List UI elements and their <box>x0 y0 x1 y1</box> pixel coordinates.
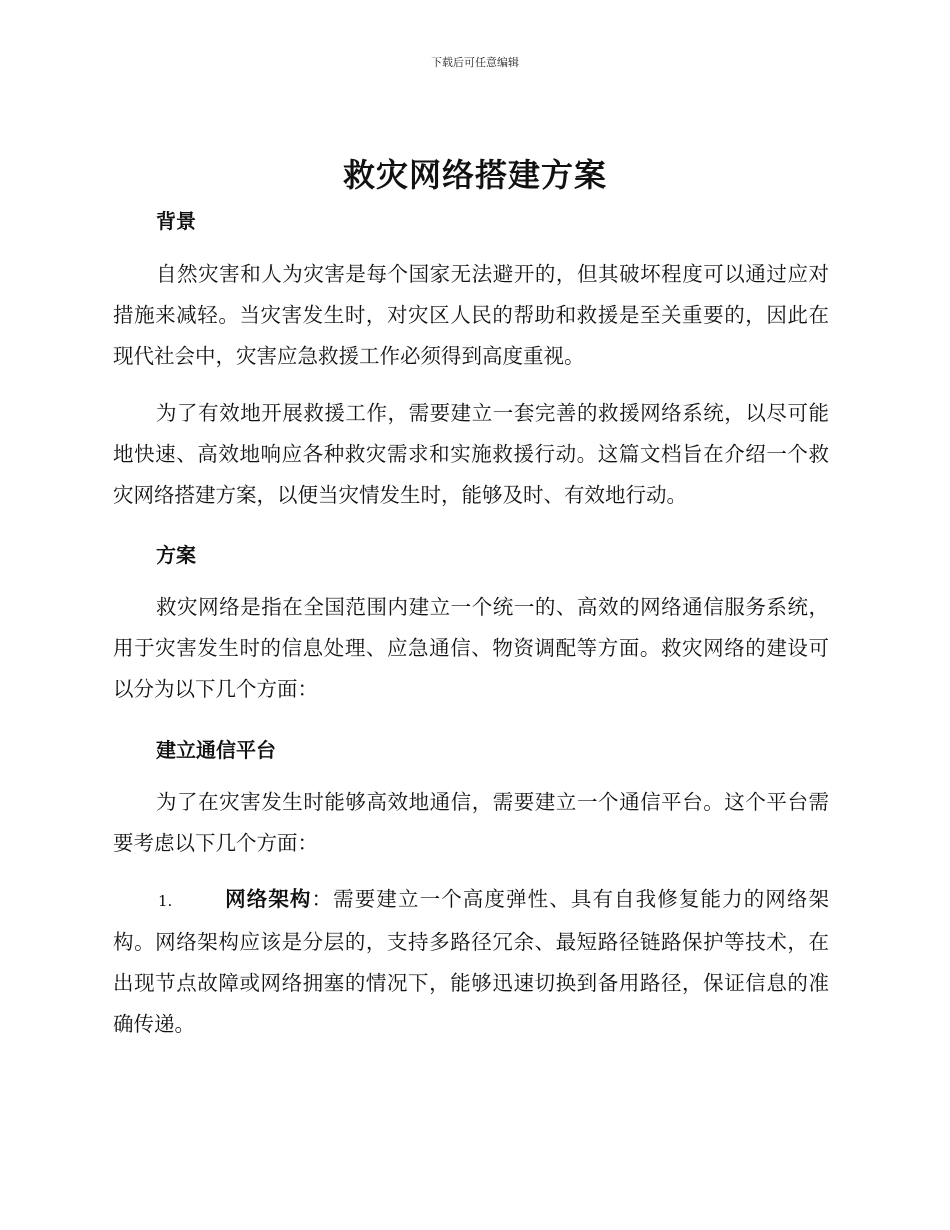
header-note: 下载后可任意编辑 <box>431 56 519 69</box>
section-heading-plan: 方案 <box>156 543 196 567</box>
comm-platform-paragraph-1: 为了在灾害发生时能够高效地通信，需要建立一个通信平台。这个平台需要考虑以下几个方面： <box>113 790 829 855</box>
section-heading-background: 背景 <box>156 209 196 233</box>
list-item-text: ：需要建立一个高度弹性、具有自我修复能力的网络架构。网络架构应该是分层的，支持多路径冗余、最短路径链路保护等技术，在出现节点故障或网络拥塞的情况下，能够迅速切换到备用路径，保证信息的准确传递。 <box>113 887 830 1036</box>
plan-paragraph-1: 救灾网络是指在全国范围内建立一个统一的、高效的网络通信服务系统，用于灾害发生时的信息处理、应急通信、物资调配等方面。救灾网络的建设可以分为以下几个方面： <box>113 595 829 701</box>
section-heading-comm-platform: 建立通信平台 <box>156 738 276 762</box>
background-paragraph-2: 为了有效地开展救援工作，需要建立一套完善的救援网络系统，以尽可能地快速、高效地响应各种救灾需求和实施救援行动。这篇文档旨在介绍一个救灾网络搭建方案，以便当灾情发生时，能够及时、有效地行动。 <box>113 401 829 507</box>
document-title: 救灾网络搭建方案 <box>342 156 607 194</box>
list-item-term: 网络架构 <box>224 887 312 911</box>
list-item-number: 1. <box>158 892 173 910</box>
list-item <box>113 879 829 1045</box>
background-paragraph-1: 自然灾害和人为灾害是每个国家无法避开的，但其破坏程度可以通过应对措施来减轻。当灾害发生时，对灾区人民的帮助和救援是至关重要的，因此在现代社会中，灾害应急救援工作必须得到高度重视。 <box>113 262 829 368</box>
